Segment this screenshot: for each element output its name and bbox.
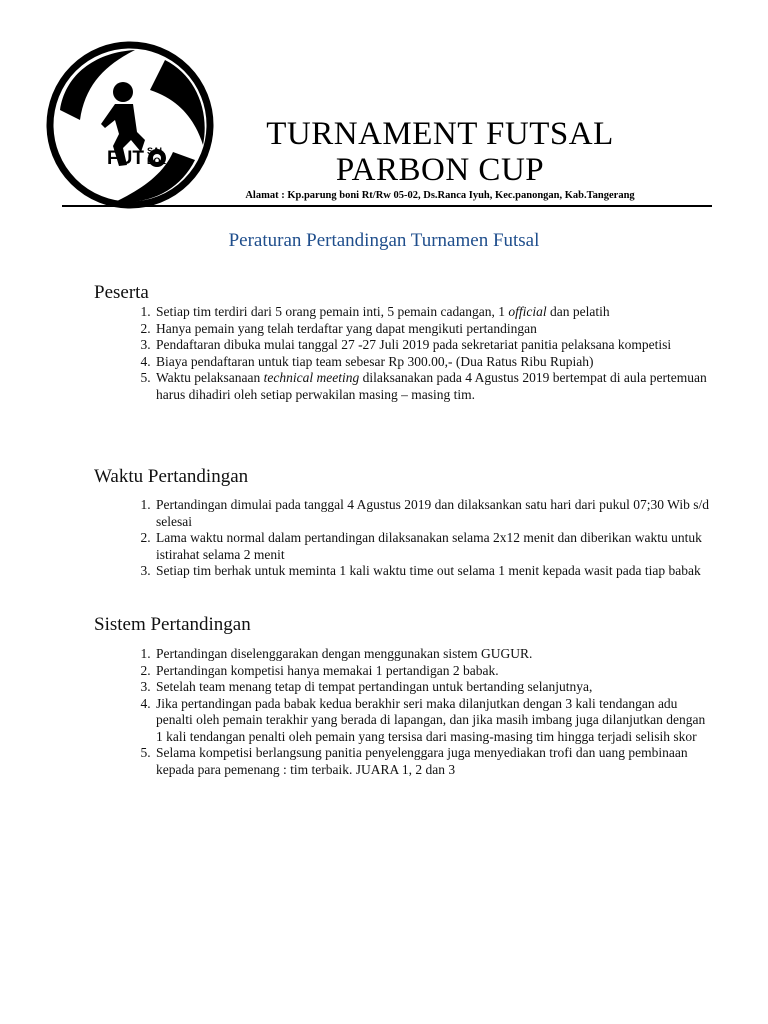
header-divider <box>62 205 712 207</box>
list-item: 2. Lama waktu normal dalam pertandingan dilaksanakan selama 2x12 menit dan diberikan waktu untuk istirahat selama 2 menit <box>154 530 714 563</box>
section-list-waktu <box>128 497 714 580</box>
list-item: 2. Hanya pemain yang telah terdaftar yang dapat mengikuti pertandingan <box>154 321 714 338</box>
section-title-sistem: Sistem Pertandingan <box>94 614 251 635</box>
section-list-sistem <box>128 646 714 778</box>
list-item: 2. Pertandingan kompetisi hanya memakai 1 pertandigan 2 babak. <box>154 663 714 680</box>
list-item: 1. Setiap tim terdiri dari 5 orang pemain inti, 5 pemain cadangan, 1 official dan pelatih <box>154 304 714 321</box>
list-item: 3. Setiap tim berhak untuk meminta 1 kali waktu time out selama 1 menit kepada wasit pada tiap babak <box>154 563 714 580</box>
section-title-waktu: Waktu Pertandingan <box>94 466 249 487</box>
logo-text-top: SAL <box>147 146 165 156</box>
logo-text-bottom: BOL <box>147 156 166 166</box>
address-line: Alamat : Kp.parung boni Rt/Rw 05-02, Ds.Ranca Iyuh, Kec.panongan, Kab.Tangerang <box>245 190 635 201</box>
list-item: 1. Pertandingan dimulai pada tanggal 4 Agustus 2019 dan dilaksankan satu hari dari pukul 07;30 Wib s/d selesai <box>154 497 714 530</box>
section-title-peserta: Peserta <box>94 282 149 303</box>
section-list-peserta <box>128 304 714 403</box>
document-heading: Peraturan Pertandingan Turnamen Futsal <box>228 230 540 251</box>
list-item: 4. Biaya pendaftaran untuk tiap team sebesar Rp 300.00,- (Dua Ratus Ribu Rupiah) <box>154 354 714 371</box>
list-item: 3. Setelah team menang tetap di tempat pertandingan untuk bertanding selanjutnya, <box>154 679 714 696</box>
logo-text-main: FUT <box>107 148 144 169</box>
list-item: 5. Waktu pelaksanaan technical meeting dilaksanakan pada 4 Agustus 2019 bertempat di aula pertemuan harus dihadiri oleh setiap perwakilan masing – masing tim. <box>154 370 714 403</box>
list-item: 5. Selama kompetisi berlangsung panitia penyelenggara juga menyediakan trofi dan uang pembinaan kepada para pemenang : tim terbaik. JUARA 1, 2 dan 3 <box>154 745 714 778</box>
title-line-1: TURNAMENT FUTSAL <box>266 116 614 152</box>
title-line-2: PARBON CUP <box>335 152 545 188</box>
list-item: 1. Pertandingan diselenggarakan dengan menggunakan sistem GUGUR. <box>154 646 714 663</box>
list-item: 3. Pendaftaran dibuka mulai tanggal 27 -27 Juli 2019 pada sekretariat panitia pelaksana kompetisi <box>154 337 714 354</box>
list-item: 4. Jika pertandingan pada babak kedua berakhir seri maka dilanjutkan dengan 3 kali tendangan adu penalti oleh pemain terakhir yang berada di lapangan, dan jika masih imbang juga dilanjutkan dengan 1 kali tendangan penalti oleh pemain yang tersisa dari masing-masing tim hingga terjadi selisih skor <box>154 696 714 746</box>
futsal-logo-icon <box>45 40 215 210</box>
